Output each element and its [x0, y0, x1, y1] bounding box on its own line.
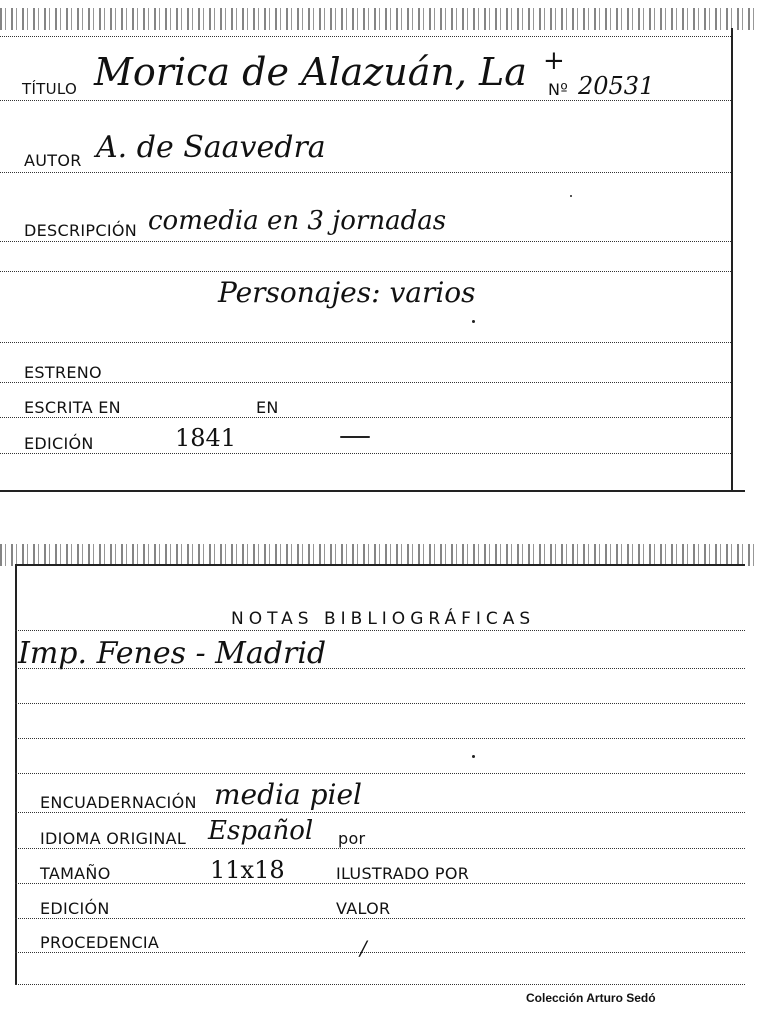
- ruled-line: [15, 773, 745, 774]
- descripcion-value-2: Personajes: varios: [218, 276, 476, 309]
- titulo-value: Morica de Alazuán, La: [94, 50, 527, 94]
- torn-top-edge: [0, 8, 759, 30]
- bottom-catalog-card: [0, 540, 759, 1028]
- ruled-line: [0, 241, 731, 242]
- ruled-line: [0, 417, 731, 418]
- torn-top-edge: [0, 544, 759, 566]
- ruled-line: [15, 984, 745, 985]
- ruled-line: [0, 100, 731, 101]
- edicion-label: EDICIÓN: [40, 899, 110, 918]
- bottom-border: [0, 490, 745, 492]
- top-catalog-card: [0, 0, 759, 500]
- top-border: [15, 564, 745, 566]
- ruled-line: [15, 738, 745, 739]
- escrita-label: ESCRITA EN: [24, 398, 121, 417]
- procedencia-value: /: [360, 936, 367, 960]
- notes-title: NOTAS BIBLIOGRÁFICAS: [231, 609, 536, 629]
- ruled-line: [15, 668, 745, 669]
- valor-label: VALOR: [336, 899, 391, 918]
- ruled-line: [15, 883, 745, 884]
- ink-speck: [472, 320, 475, 323]
- ruled-line: [15, 952, 745, 953]
- descripcion-label: DESCRIPCIÓN: [24, 221, 137, 240]
- edicion-label: EDICIÓN: [24, 434, 94, 453]
- numero-mark: +: [543, 46, 565, 76]
- ruled-line: [0, 342, 731, 343]
- titulo-label: TÍTULO: [22, 80, 78, 98]
- idioma-label: IDIOMA ORIGINAL: [40, 829, 187, 848]
- procedencia-label: PROCEDENCIA: [40, 933, 160, 952]
- numero-value: 20531: [578, 72, 655, 100]
- ink-speck: [472, 755, 475, 758]
- ruled-line: [15, 812, 745, 813]
- ruled-line: [0, 36, 731, 37]
- tamano-label: TAMAÑO: [40, 864, 111, 883]
- edicion-value: 1841: [175, 424, 237, 452]
- numero-label: Nº: [548, 80, 569, 99]
- estreno-label: ESTRENO: [24, 363, 102, 382]
- ruled-line: [0, 382, 731, 383]
- descripcion-value: comedia en 3 jornadas: [148, 206, 447, 236]
- en-label: EN: [256, 398, 279, 417]
- ruled-line: [15, 703, 745, 704]
- por-label: por: [338, 829, 366, 848]
- ruled-line: [15, 918, 745, 919]
- right-border: [731, 28, 733, 490]
- idioma-value: Español: [208, 816, 314, 846]
- ink-stroke: [340, 436, 370, 438]
- autor-label: AUTOR: [24, 151, 82, 170]
- ruled-line: [15, 630, 745, 631]
- ruled-line: [0, 172, 731, 173]
- encuadernacion-label: ENCUADERNACIÓN: [40, 793, 197, 812]
- left-border: [15, 564, 17, 984]
- autor-value: A. de Saavedra: [96, 130, 326, 165]
- ilustrado-label: ILUSTRADO POR: [336, 864, 470, 883]
- ruled-line: [0, 271, 731, 272]
- ruled-line: [0, 453, 731, 454]
- encuadernacion-value: media piel: [214, 778, 362, 811]
- collection-credit: Colección Arturo Sedó: [526, 991, 656, 1005]
- notes-line-1: Imp. Fenes - Madrid: [18, 636, 327, 671]
- ruled-line: [15, 848, 745, 849]
- ink-speck: [570, 195, 572, 197]
- tamano-value: 11x18: [210, 856, 285, 884]
